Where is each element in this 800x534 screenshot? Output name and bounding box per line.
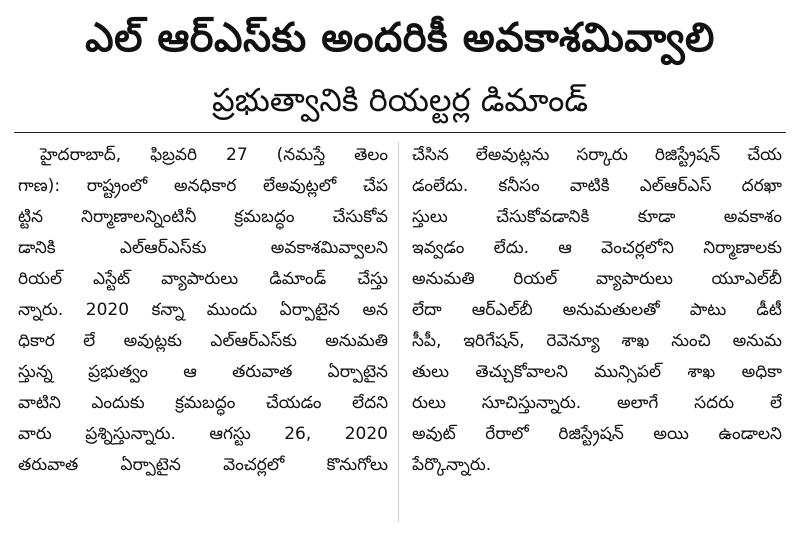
left-column bbox=[18, 140, 388, 481]
body-line: పేర్కొన్నారు. bbox=[412, 455, 492, 475]
body-line: డంలేదు. కనీసం వాటికి ఎల్ఆర్ఎస్ దరఖా bbox=[412, 176, 782, 196]
body-line: గాణ): రాష్ట్రంలో అనధికార లేఅవుట్లలో చేప bbox=[18, 176, 388, 196]
headline: ఎల్ ఆర్ఎస్‌కు అందరికీ అవకాశమివ్వాలి bbox=[85, 15, 715, 61]
column-divider bbox=[398, 142, 399, 522]
body-line: స్తున్న ప్రభుత్వం ఆ తరువాత ఏర్పాటైన bbox=[18, 362, 388, 382]
body-line: రియల్ ఎస్టేట్ వ్యాపారులు డిమాండ్ చేస్తు bbox=[18, 269, 388, 289]
body-line: ధికార లే అవుట్లకు ఎల్ఆర్ఎస్‌కు అనుమతి bbox=[18, 331, 388, 351]
body-line: చేసిన లేఅవుట్లను సర్కారు రిజిస్ట్రేషన్ చేయ bbox=[412, 145, 782, 165]
body-line: హైదరాబాద్, ఫిబ్రవరి 27 (నమస్తే తెలం bbox=[40, 145, 388, 165]
body-line: రులు సూచిస్తున్నారు. అలాగే సదరు లే bbox=[412, 393, 782, 413]
body-line: వారు ప్రశ్నిస్తున్నారు. ఆగస్టు 26, 2020 bbox=[18, 424, 388, 444]
body-line: సీపీ, ఇరిగేషన్, రెవెన్యూ శాఖ నుంచి అనుమ bbox=[412, 331, 782, 351]
body-line: తరువాత ఏర్పాటైన వెంచర్లలో కొనుగోలు bbox=[18, 455, 388, 475]
body-line: వాటిని ఎందుకు క్రమబద్ధం చేయడం లేదని bbox=[18, 393, 388, 413]
subheadline: ప్రభుత్వానికి రియల్టర్ల డిమాండ్ bbox=[211, 81, 589, 119]
body-line: అవుట్ రేరాలో రిజిస్ట్రేషన్ అయి ఉండాలని bbox=[412, 424, 782, 444]
right-column bbox=[412, 140, 782, 481]
header-divider bbox=[14, 132, 786, 133]
body-line: న్నారు. 2020 కన్నా ముందు ఏర్పాటైన అన bbox=[18, 300, 388, 320]
body-line: తులు తెచ్చుకోవాలని మున్సిపల్ శాఖ అధికా bbox=[412, 362, 782, 382]
body-line: ట్టిన నిర్మాణాలన్నింటినీ క్రమబద్ధం చేసుకోవ bbox=[18, 207, 388, 227]
body-line: స్తులు చేసుకోవడానికి కూడా అవకాశం bbox=[412, 207, 782, 227]
body-line: లేదా ఆర్ఎల్‌బీ అనుమతులతో పాటు డీటీ bbox=[412, 300, 782, 320]
body-line: డానికి ఎల్ఆర్ఎస్‌కు అవకాశమివ్వాలని bbox=[18, 238, 388, 258]
body-line: ఇవ్వడం లేదు. ఆ వెంచర్లలోని నిర్మాణాలకు bbox=[412, 238, 782, 258]
body-line: అనుమతి రియల్ వ్యాపారులు యూఎల్‌బీ bbox=[412, 269, 782, 289]
